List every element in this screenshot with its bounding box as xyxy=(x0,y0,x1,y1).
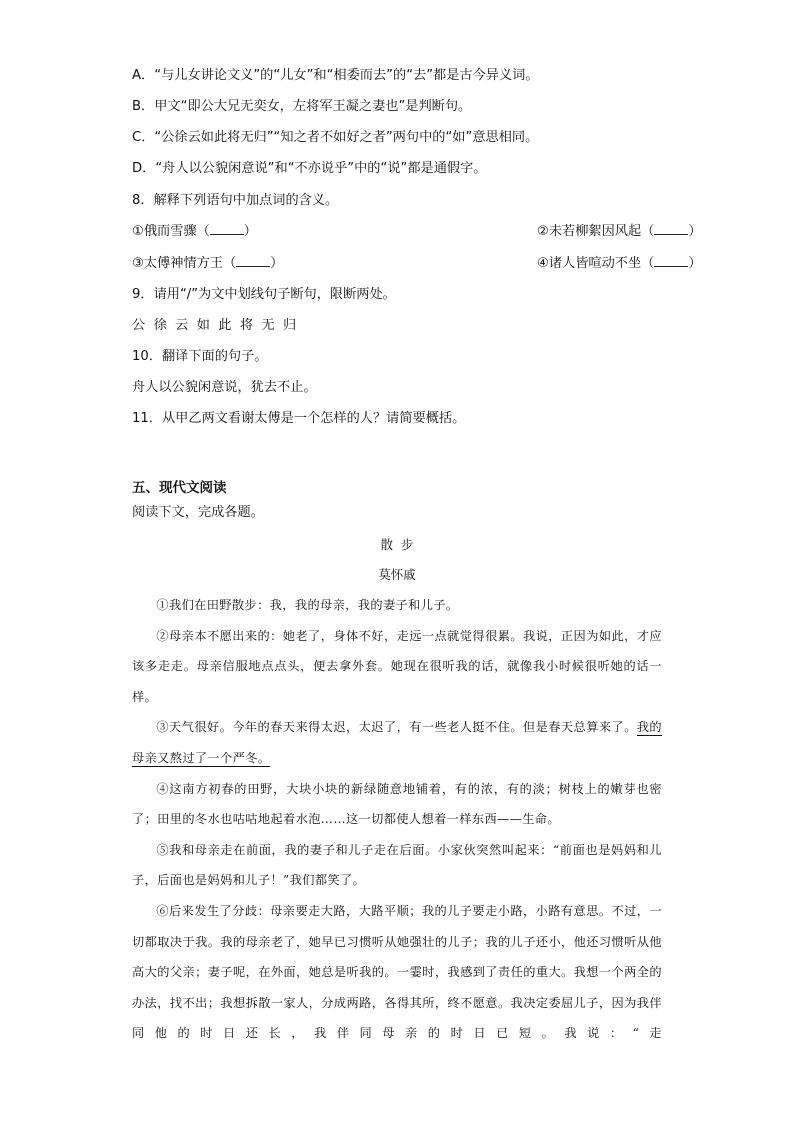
q8-item-2: ②未若柳絮因风起（ ） xyxy=(537,224,702,239)
answer-blank[interactable] xyxy=(654,254,688,267)
answer-blank[interactable] xyxy=(210,222,244,235)
q7-option-c: C．“公徐云如此将无归”“知之者不如好之者”两句中的“如”意思相同。 xyxy=(132,130,539,145)
q7-option-a: A．“与儿女讲论文义”的“儿女”和“相委而去”的“去”都是古今异义词。 xyxy=(132,68,539,83)
article-body xyxy=(132,590,662,1049)
article-author: 莫怀戚 xyxy=(378,567,416,582)
paragraph-2: ②母亲本不愿出来的：她老了，身体不好，走远一点就觉得很累。我说，正因为如此，才应该多走走。母亲信服地点点头，便去拿外套。她现在很听我的话，就像我小时候很听她的话一样。 xyxy=(132,628,662,704)
q9-prompt: 9．请用“/”为文中划线句子断句，限断两处。 xyxy=(132,287,396,302)
q8-row-2 xyxy=(132,254,734,274)
section-title: 五、现代文阅读 xyxy=(132,480,227,496)
paragraph-3: ③天气很好。今年的春天来得太迟，太迟了，有一些老人挺不住。但是春天总算来了。我的母亲又熬过了一个严冬。 xyxy=(132,720,662,765)
paragraph-5: ⑤我和母亲走在前面，我的妻子和儿子走在后面。小家伙突然叫起来：“前面也是妈妈和儿子，后面也是妈妈和儿子！”我们都笑了。 xyxy=(132,842,662,888)
q10-prompt: 10．翻译下面的句子。 xyxy=(132,349,268,364)
q8-prompt: 8．解释下列语句中加点词的含义。 xyxy=(132,193,339,208)
q9-sentence: 公 徐 云 如 此 将 无 归 xyxy=(132,318,297,333)
q10-sentence: 舟人以公貌闲意说，犹去不止。 xyxy=(132,380,317,395)
section-instruction: 阅读下文，完成各题。 xyxy=(132,505,264,520)
q8-item-3: ③太傅神情方王（ ） xyxy=(132,256,284,271)
q7-option-d: D．“舟人以公貌闲意说”和“不亦说乎”中的“说”都是通假字。 xyxy=(132,161,487,176)
q7-option-b: B．甲文“即公大兄无奕女，左将军王凝之妻也”是判断句。 xyxy=(132,99,472,114)
answer-blank[interactable] xyxy=(654,222,688,235)
q11-prompt: 11．从甲乙两文看谢太傅是一个怎样的人？请简要概括。 xyxy=(132,411,466,426)
paragraph-4: ④这南方初春的田野，大块小块的新绿随意地铺着，有的浓，有的淡；树枝上的嫩芽也密了；田里的冬水也咕咕地起着水泡……这一切都使人想着一样东西——生命。 xyxy=(132,781,662,827)
article-title: 散 步 xyxy=(380,537,414,552)
q8-row-1 xyxy=(132,222,734,242)
paragraph-6: ⑥后来发生了分歧：母亲要走大路，大路平顺；我的儿子要走小路，小路有意思。不过，一切都取决于我。我的母亲老了，她早已习惯听从她强壮的儿子；我的儿子还小，他还习惯听从他高大的父亲；妻子呢，在外面，她总是听我的。一霎时，我感到了责任的重大。我想一个两全的办法，找不出；我想拆散一家人，分成两路，各得其所，终不愿意。我决定委屈儿子，因为我伴同他的时日还长，我伴同母亲的时日已短。我说：“走 xyxy=(132,903,662,1041)
q8-item-1: ①俄而雪骤（ ） xyxy=(132,224,257,239)
paragraph-1: ①我们在田野散步：我，我的母亲，我的妻子和儿子。 xyxy=(156,598,459,612)
answer-blank[interactable] xyxy=(236,254,270,267)
q8-item-4: ④诸人皆喧动不坐（ ） xyxy=(537,256,702,271)
underlined-sentence: 我的母亲又熬过了一个严冬。 xyxy=(132,720,662,765)
